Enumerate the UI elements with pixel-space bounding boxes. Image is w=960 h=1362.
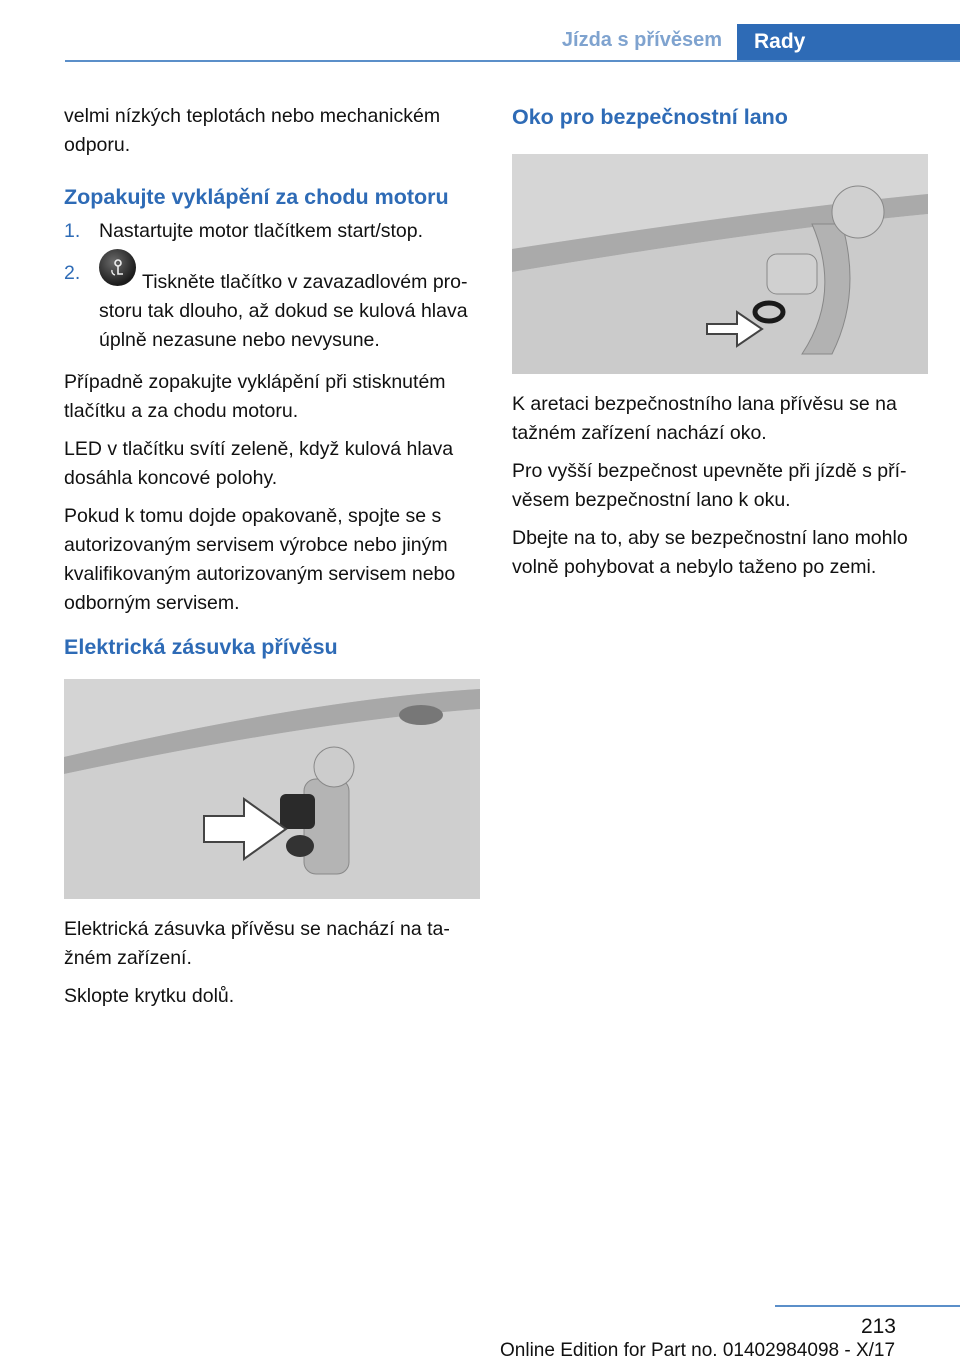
body-paragraph: Sklopte krytku dolů. [64,985,235,1007]
left-column [64,102,482,1020]
section-heading-repeat: Zopakujte vyklápění za chodu motoru [64,185,449,209]
body-paragraph: Dbejte na to, aby se bezpečnostní lano mohlo volně pohybovat a nebylo taženo po zemi. [512,527,908,578]
list-item [64,217,482,246]
page-header [65,24,960,62]
header-rule [65,60,960,62]
list-item [64,259,482,355]
safety-eye-illustration [512,154,928,374]
step-text: Tiskněte tlačítko v zavazadlovém pro‐storu tak dlouho, až dokud se kulová hlava úplně nezasune nebo nevysune. [99,271,468,351]
body-paragraph: LED v tlačítku svítí zeleně, když kulová hlava dosáhla koncové polohy. [64,438,454,489]
body-paragraph: Pokud k tomu dojde opakovaně, spojte se s autorizovaným servisem výrobce nebo jiným kvalifikovaným autorizovaným servisem nebo odborným servisem. [64,505,456,614]
step-number: 1. [64,220,81,242]
trailer-socket-illustration [64,679,480,899]
page-number: 213 [860,1315,896,1338]
body-paragraph: Případně zopakujte vyklápění při stisknutém tlačítku a za chodu motoru. [64,371,446,422]
body-paragraph: Pro vyšší bezpečnost upevněte při jízdě s pří‐věsem bezpečnostní lano k oku. [512,460,907,511]
edition-note: Online Edition for Part no. 01402984098 - X/17 [500,1340,896,1361]
steps-list [64,217,482,355]
header-section-title: Jízda s přívěsem [561,29,722,51]
step-text: Nastartujte motor tlačítkem start/stop. [99,220,424,242]
section-heading-safety-eye: Oko pro bezpečnostní lano [512,105,788,129]
step-number: 2. [64,262,81,284]
footer-rule [775,1305,960,1307]
trailer-hitch-button-icon [99,249,136,286]
intro-paragraph: velmi nízkých teplotách nebo mechanickém odporu. [64,105,441,156]
header-chapter-tab: Rady [737,24,960,60]
right-column [512,102,930,591]
body-paragraph: Elektrická zásuvka přívěsu se nachází na ta‐žném zařízení. [64,918,450,969]
body-paragraph: K aretaci bezpečnostního lana přívěsu se na tažném zařízení nachází oko. [512,393,897,444]
section-heading-socket: Elektrická zásuvka přívěsu [64,635,338,659]
